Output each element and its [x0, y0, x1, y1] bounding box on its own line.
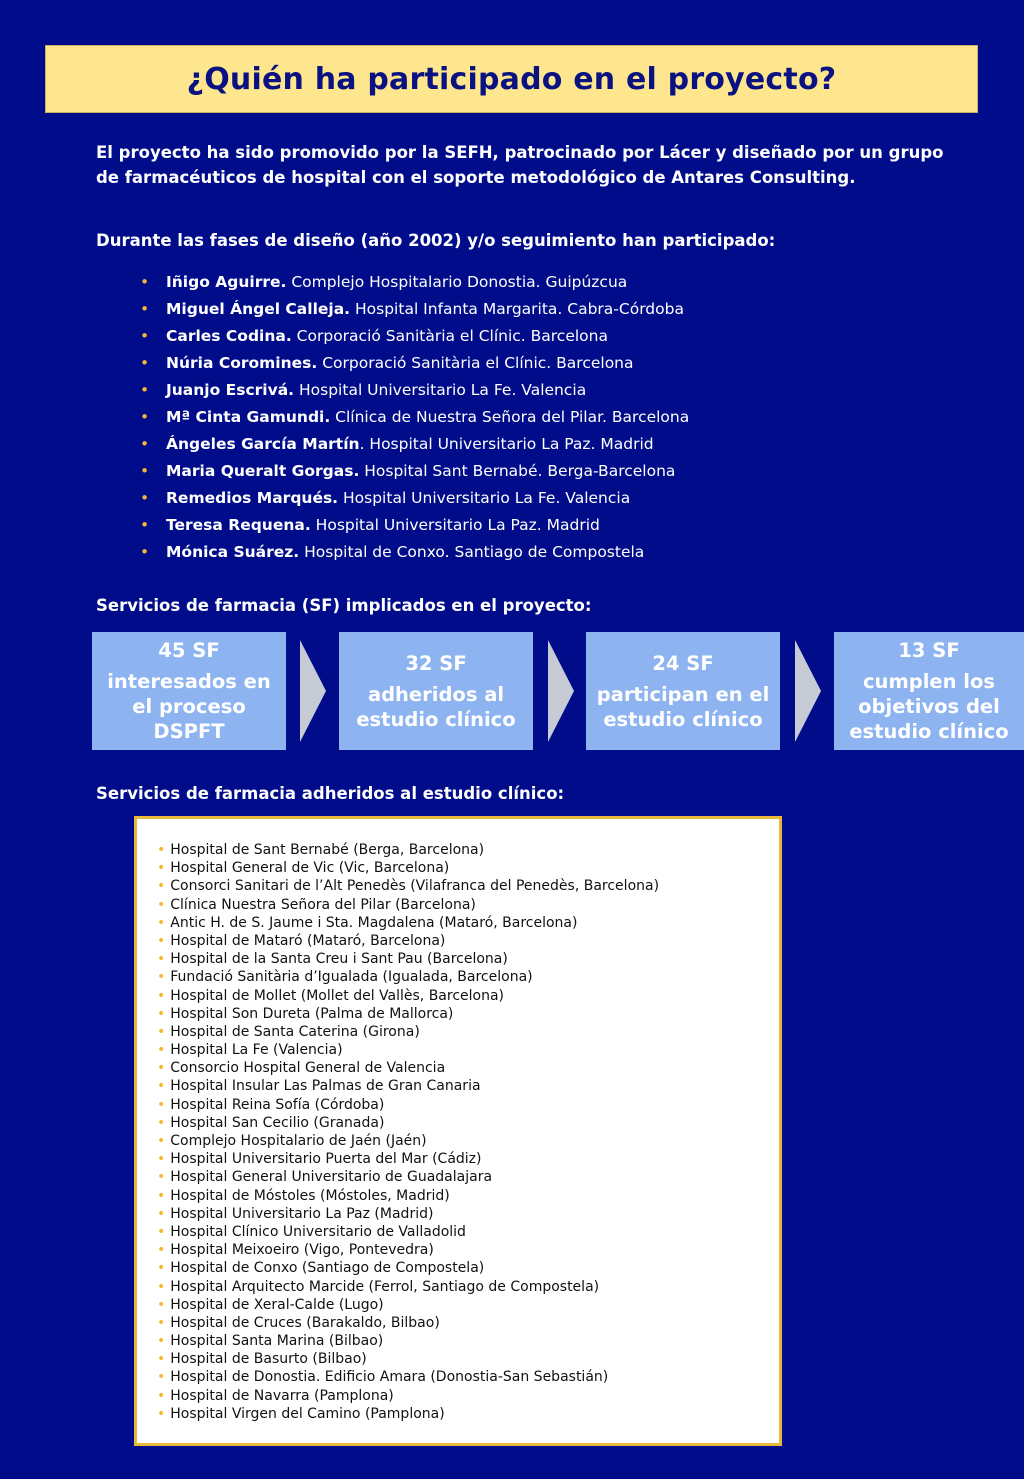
hospital-item: [157, 1314, 659, 1332]
hospital-name: Hospital Son Dureta (Palma de Mallorca): [170, 1005, 454, 1022]
bullet-icon: •: [157, 932, 166, 949]
participant-name: Maria Queralt Gorgas.: [166, 462, 360, 480]
participant-item: [140, 404, 689, 431]
bullet-icon: •: [157, 1151, 166, 1168]
hospital-name: Hospital de Sant Bernabé (Berga, Barcelona): [170, 842, 485, 858]
bullet-icon: •: [157, 1114, 166, 1131]
hospital-name: Hospital de Basurto (Bilbao): [170, 1351, 367, 1368]
bullet-icon: •: [157, 1351, 166, 1368]
intro-paragraph: El proyecto ha sido promovido por la SEFH, patrocinado por Lácer y diseñado por un grupo de farmacéuticos de hospital con el soporte metodológico de Antares Consulting.: [96, 143, 944, 187]
bullet-icon: •: [140, 300, 150, 318]
hospital-name: Hospital de Mollet (Mollet del Vallès, Barcelona): [170, 987, 505, 1004]
participants-list: [140, 269, 689, 566]
hospital-name: Hospital Universitario Puerta del Mar (Cádiz): [170, 1151, 482, 1168]
participant-name: Miguel Ángel Calleja.: [166, 300, 351, 318]
hospital-item: [157, 1150, 659, 1168]
hospital-item: [157, 1368, 659, 1386]
hospital-name: Hospital Meixoeiro (Vigo, Pontevedra): [170, 1242, 434, 1259]
participant-affiliation: . Hospital Universitario La Paz. Madrid: [359, 435, 654, 453]
hospital-name: Hospital de Santa Caterina (Girona): [170, 1023, 420, 1040]
hospital-item: [157, 987, 659, 1005]
participant-name: Mónica Suárez.: [166, 543, 300, 561]
hospital-item: [157, 841, 659, 859]
bullet-icon: •: [157, 969, 166, 986]
hospital-item: [157, 1350, 659, 1368]
sf-step-count: 32 SF: [405, 651, 467, 675]
hospital-name: Hospital San Cecilio (Granada): [170, 1114, 385, 1131]
hospital-item: [157, 1387, 659, 1405]
participant-name: Ángeles García Martín: [166, 435, 360, 453]
bullet-icon: •: [140, 489, 150, 507]
hospital-name: Hospital de Conxo (Santiago de Compostela): [170, 1260, 485, 1277]
participant-affiliation: Complejo Hospitalario Donostia. Guipúzcua: [286, 273, 628, 291]
participant-affiliation: Hospital Universitario La Fe. Valencia: [338, 489, 631, 507]
bullet-icon: •: [157, 1169, 166, 1186]
participant-affiliation: Clínica de Nuestra Señora del Pilar. Barcelona: [330, 408, 690, 426]
bullet-icon: •: [157, 1260, 166, 1277]
bullet-icon: •: [157, 1133, 166, 1149]
hospital-list-panel: [134, 816, 782, 1446]
hospital-name: Antic H. de S. Jaume i Sta. Magdalena (Mataró, Barcelona): [170, 914, 578, 931]
bullet-icon: •: [157, 1278, 166, 1295]
bullet-icon: •: [157, 878, 166, 895]
bullet-icon: •: [157, 1096, 166, 1113]
adheridos-heading: Servicios de farmacia adheridos al estudio clínico:: [96, 784, 565, 803]
sf-heading: Servicios de farmacia (SF) implicados en el proyecto:: [96, 596, 592, 615]
participant-affiliation: Hospital Universitario La Fe. Valencia: [294, 381, 587, 399]
hospital-name: Hospital de Xeral-Calde (Lugo): [170, 1296, 384, 1313]
hospital-item: [157, 968, 659, 986]
hospital-name: Hospital Santa Marina (Bilbao): [170, 1333, 384, 1350]
participant-item: [140, 539, 689, 566]
participant-name: Iñigo Aguirre.: [166, 273, 287, 291]
bullet-icon: •: [140, 381, 150, 399]
hospital-name: Hospital Universitario La Paz (Madrid): [170, 1205, 434, 1222]
hospital-name: Hospital de Navarra (Pamplona): [170, 1387, 394, 1404]
bullet-icon: •: [157, 1296, 166, 1313]
hospital-item: [157, 950, 659, 968]
participant-item: [140, 377, 689, 404]
hospital-name: Complejo Hospitalario de Jaén (Jaén): [170, 1133, 427, 1149]
bullet-icon: •: [157, 1005, 166, 1022]
sf-step-count: 24 SF: [652, 651, 714, 675]
hospital-name: Hospital Reina Sofía (Córdoba): [170, 1096, 385, 1113]
bullet-icon: •: [157, 1205, 166, 1222]
bullet-icon: •: [157, 951, 166, 968]
hospital-item: [157, 859, 659, 877]
hospital-name: Hospital General de Vic (Vic, Barcelona): [170, 860, 450, 877]
participant-item: [140, 350, 689, 377]
hospital-name: Fundació Sanitària d’Igualada (Igualada, Barcelona): [170, 969, 533, 986]
participant-item: [140, 458, 689, 485]
bullet-icon: •: [157, 1060, 166, 1077]
bullet-icon: •: [157, 842, 166, 858]
hospital-item: [157, 1059, 659, 1077]
hospital-item: [157, 1278, 659, 1296]
participant-affiliation: Corporació Sanitària el Clínic. Barcelona: [317, 354, 634, 372]
sf-step-adheridos: [339, 632, 533, 750]
hospital-name: Hospital de Donostia. Edificio Amara (Donostia-San Sebastián): [170, 1369, 609, 1386]
hospital-item: [157, 1041, 659, 1059]
bullet-icon: •: [157, 987, 166, 1004]
sf-step-cumplen: [834, 632, 1024, 750]
sf-step-participan: [586, 632, 780, 750]
hospital-item: [157, 1005, 659, 1023]
bullet-icon: •: [140, 543, 150, 561]
participant-affiliation: Hospital Infanta Margarita. Cabra-Córdoba: [350, 300, 684, 318]
hospital-item: [157, 1114, 659, 1132]
participant-name: Remedios Marqués.: [166, 489, 339, 507]
sf-step-label: interesados en el proceso DSPFT: [107, 670, 271, 743]
chevron-right-icon: [548, 640, 574, 742]
hospital-name: Hospital de Mataró (Mataró, Barcelona): [170, 932, 446, 949]
participant-affiliation: Hospital Sant Bernabé. Berga-Barcelona: [359, 462, 676, 480]
participant-item: [140, 485, 689, 512]
hospital-item: [157, 1296, 659, 1314]
participant-affiliation: Hospital de Conxo. Santiago de Compostela: [299, 543, 645, 561]
hospital-item: [157, 914, 659, 932]
participant-name: Núria Coromines.: [166, 354, 318, 372]
bullet-icon: •: [157, 1314, 166, 1331]
sf-step-label: adheridos al estudio clínico: [356, 682, 516, 731]
bullet-icon: •: [157, 1223, 166, 1240]
bullet-icon: •: [157, 1333, 166, 1350]
hospital-name: Consorci Sanitari de l’Alt Penedès (Vilafranca del Penedès, Barcelona): [170, 878, 660, 895]
sf-step-label: participan en el estudio clínico: [596, 682, 770, 731]
hospital-name: Consorcio Hospital General de Valencia: [170, 1060, 446, 1077]
hospital-name: Hospital Insular Las Palmas de Gran Canaria: [170, 1078, 481, 1095]
participant-item: [140, 431, 689, 458]
hospital-name: Hospital de la Santa Creu i Sant Pau (Barcelona): [170, 951, 508, 968]
hospital-item: [157, 1132, 659, 1150]
sf-step-interesados: [92, 632, 286, 750]
hospital-item: [157, 1223, 659, 1241]
chevron-right-icon: [795, 640, 821, 742]
bullet-icon: •: [157, 860, 166, 877]
hospital-item: [157, 1332, 659, 1350]
chevron-right-icon: [300, 640, 326, 742]
participant-item: [140, 269, 689, 296]
participant-item: [140, 296, 689, 323]
hospital-item: [157, 1205, 659, 1223]
participant-affiliation: Corporació Sanitària el Clínic. Barcelona: [291, 327, 608, 345]
hospital-item: [157, 932, 659, 950]
hospital-name: Hospital de Cruces (Barakaldo, Bilbao): [170, 1314, 440, 1331]
sf-step-count: 45 SF: [158, 639, 220, 662]
hospital-item: [157, 1241, 659, 1259]
hospital-name: Hospital Clínico Universitario de Valladolid: [170, 1223, 466, 1240]
hospital-name: Hospital General Universitario de Guadalajara: [170, 1169, 493, 1186]
hospital-name: Hospital Virgen del Camino (Pamplona): [170, 1405, 445, 1422]
participant-name: Carles Codina.: [166, 327, 292, 345]
page-title: ¿Quién ha participado en el proyecto?: [186, 61, 837, 97]
participant-name: Teresa Requena.: [166, 516, 311, 534]
bullet-icon: •: [140, 435, 150, 453]
hospital-list: [157, 841, 659, 1423]
hospital-name: Hospital La Fe (Valencia): [170, 1042, 343, 1059]
bullet-icon: •: [157, 1078, 166, 1095]
bullet-icon: •: [157, 1242, 166, 1259]
hospital-item: [157, 1405, 659, 1423]
bullet-icon: •: [140, 408, 150, 426]
bullet-icon: •: [157, 1187, 166, 1204]
bullet-icon: •: [157, 1042, 166, 1059]
hospital-item: [157, 1168, 659, 1186]
title-banner: [45, 45, 978, 113]
hospital-item: [157, 1023, 659, 1041]
participant-item: [140, 512, 689, 539]
participant-name: Juanjo Escrivá.: [166, 381, 295, 399]
hospital-item: [157, 877, 659, 895]
hospital-item: [157, 1187, 659, 1205]
bullet-icon: •: [157, 1369, 166, 1386]
participants-heading: Durante las fases de diseño (año 2002) y/o seguimiento han participado:: [96, 231, 776, 250]
bullet-icon: •: [140, 273, 150, 291]
bullet-icon: •: [140, 462, 150, 480]
sf-step-label: cumplen los objetivos del estudio clínico: [849, 670, 1009, 743]
hospital-item: [157, 896, 659, 914]
bullet-icon: •: [157, 1023, 166, 1040]
hospital-item: [157, 1259, 659, 1277]
hospital-item: [157, 1077, 659, 1095]
hospital-name: Clínica Nuestra Señora del Pilar (Barcelona): [170, 896, 476, 913]
sf-step-count: 13 SF: [898, 639, 960, 662]
hospital-name: Hospital de Móstoles (Móstoles, Madrid): [170, 1187, 450, 1204]
bullet-icon: •: [157, 1405, 166, 1422]
participant-name: Mª Cinta Gamundi.: [166, 408, 331, 426]
bullet-icon: •: [140, 327, 150, 345]
bullet-icon: •: [140, 354, 150, 372]
participant-item: [140, 323, 689, 350]
bullet-icon: •: [157, 914, 166, 931]
hospital-name: Hospital Arquitecto Marcide (Ferrol, Santiago de Compostela): [170, 1278, 600, 1295]
participant-affiliation: Hospital Universitario La Paz. Madrid: [310, 516, 600, 534]
hospital-item: [157, 1096, 659, 1114]
bullet-icon: •: [157, 896, 166, 913]
bullet-icon: •: [140, 516, 150, 534]
bullet-icon: •: [157, 1387, 166, 1404]
